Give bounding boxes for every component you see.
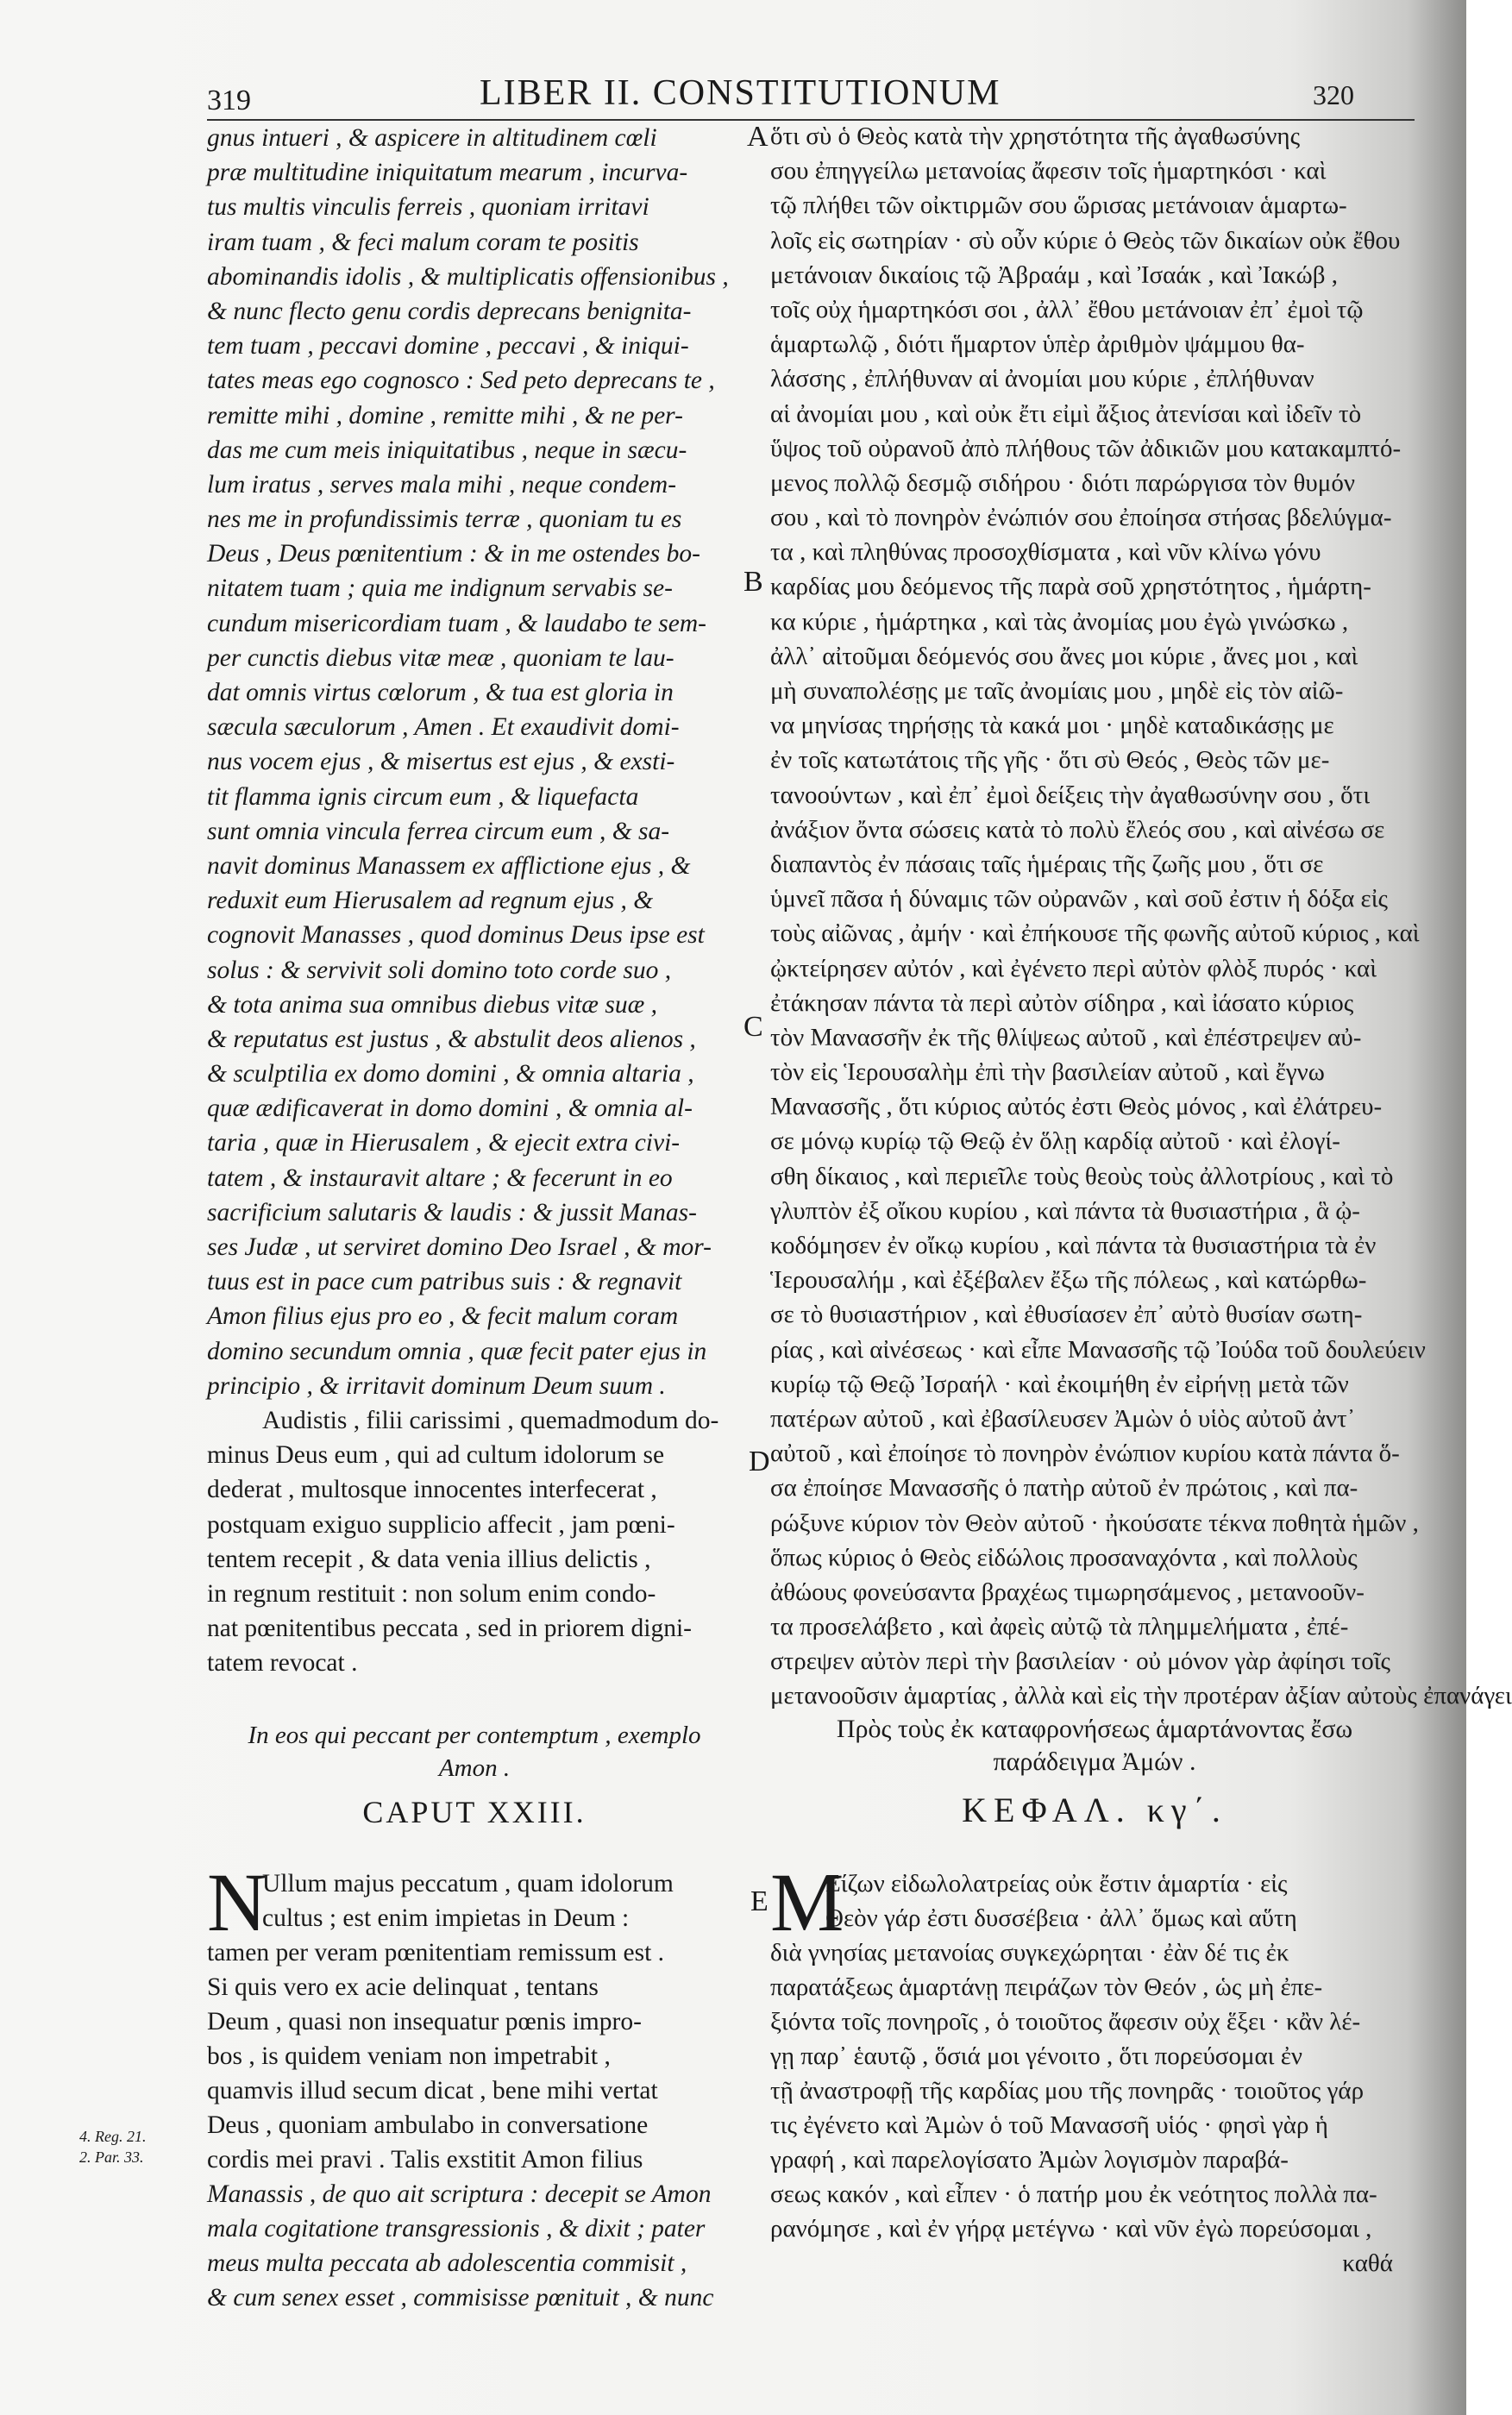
text-line: ὅτι σὺ ὁ Θεὸς κατὰ τὴν χρηστότητα τῆς ἀγαθωσύνης [770,122,1301,150]
greek-column [770,119,1512,1714]
text-line: bos , is quidem veniam non impetrabit , [207,2042,611,2070]
text-line: αἱ ἀνομίαι μου , καὶ οὐκ ἔτι εἰμὶ ἄξιος ἀτενίσαι καὶ ἰδεῖν τὸ [770,399,1362,428]
latin-subtitle-line-2: Amon . [438,1754,511,1782]
latin-column [207,121,742,1680]
text-line: cultus ; est enim impietas in Deum : [262,1904,630,1932]
text-line: ὕψος τοῦ οὐρανοῦ ἀπὸ πλήθους τῶν ἀδικιῶν μου κατακαμπτό- [770,434,1402,462]
marginal-note-line-2: 2. Par. 33. [79,2148,144,2166]
running-title: LIBER II. CONSTITUTIONUM [480,73,1001,113]
text-line: τῇ ἀναστροφῇ τῆς καρδίας μου τῆς πονηρᾶς · τοιοῦτος γάρ [770,2077,1365,2104]
text-line: τὸν εἰς Ἱερουσαλὴμ ἐπὶ τὴν βασιλείαν αὐτοῦ , καὶ ἔγνω [770,1058,1325,1087]
latin-top-text [207,121,742,1403]
text-line: μενος πολλῷ δεσμῷ σιδήρου · διότι παρώργισα τὸν θυμόν [770,468,1355,497]
text-line: ἀθώους φονεύσαντα βραχέως τιμωρησάμενος , μετανοοῦν- [770,1578,1365,1606]
text-line: σθη δίκαιος , καὶ περιεῖλε τοὺς θεοὺς τοὺς ἀλλοτρίους , καὶ τὸ [770,1162,1394,1190]
text-line: ἀλλ᾽ αἰτοῦμαι δεόμενός σου ἄνες μοι κύριε , ἄνες μοι , καὶ [770,642,1358,670]
text-line: navit dominus Manassem ex afflictione ejus , & [207,851,691,880]
text-line: cundum misericordiam tuam , & laudabo te sem- [207,609,707,637]
text-line: ἁμαρτωλῷ , διότι ἥμαρτον ὑπὲρ ἀριθμὸν ψάμμου θα- [770,330,1305,359]
text-line: Manassis , de quo ait scriptura : decepit se Amon [207,2180,712,2208]
latin-chapter-heading: CAPUT XXIII. [362,1795,587,1829]
text-line: tus multis vinculis ferreis , quoniam irritavi [207,193,649,222]
text-line: κοδόμησεν ἐν οἴκῳ κυρίου , καὶ πάντα τὰ θυσιαστήρια τὰ ἐν [770,1232,1377,1259]
text-line: dat omnis virtus cœlorum , & tua est gloria in [207,679,674,706]
text-line: διὰ γνησίας μετανοίας συγκεχώρηται · ἐὰν δέ τις ἐκ [770,1939,1289,1966]
right-page-number: 320 [1313,79,1354,110]
margin-letter-d: D [749,1446,770,1477]
text-line: Deum , quasi non insequatur pœnis impro- [207,2008,642,2036]
text-line: tates meas ego cognosco : Sed peto deprecans te , [207,367,715,395]
text-line: Audistis , filii carissimi , quemadmodum do- [262,1406,719,1434]
text-line: tamen per veram pœnitentiam remissum est . [207,1939,665,1966]
margin-letter-c: C [743,1011,763,1043]
greek-chapter-text [770,1856,1419,2246]
text-line: meus multa peccata ab adolescentia commisit , [207,2249,687,2277]
text-line: & nunc flecto genu cordis deprecans benignita- [207,297,692,325]
running-head [207,67,1415,119]
text-line: γλυπτὸν ἐξ οἴκου κυρίου , καὶ πάντα τὰ θυσιαστήρια , ἃ ᾠ- [770,1196,1360,1225]
text-line: μετάνοιαν δικαίοις τῷ Ἀβραάμ , καὶ Ἰσαάκ , καὶ Ἰακώβ , [770,260,1339,289]
greek-subtitle-line-1: Πρὸς τοὺς ἐκ καταφρονήσεως ἁμαρτάνοντας ἔσω [836,1715,1353,1743]
text-line: ὑμνεῖ πᾶσα ἡ δύναμις τῶν οὐρανῶν , καὶ σοῦ ἐστιν ἡ δόξα εἰς [770,885,1388,913]
text-line: quamvis illud secum dicat , bene mihi vertat [207,2077,658,2104]
latin-subtitle-line-1: In eos qui peccant per contemptum , exemplo [248,1722,701,1749]
greek-top-text [770,119,1512,1714]
text-line: per cunctis diebus vitæ meæ , quoniam te lau- [207,643,674,672]
greek-subtitle-line-2: παράδειγμα Ἀμών . [993,1747,1196,1776]
margin-letter-b: B [743,566,763,598]
latin-drop-capital: N [207,1856,267,1948]
text-line: abominandis idolis , & multiplicatis offensionibus , [207,262,729,291]
text-line: & reputatus est justus , & abstulit deos alienos , [207,1025,696,1053]
text-line: γραφή , καὶ παρελογίσατο Ἀμὼν λογισμὸν παραβά- [770,2146,1289,2174]
text-line: Si quis vero ex acie delinquat , tentans [207,1973,599,2001]
text-line: & sculptilia ex domo domini , & omnia altaria , [207,1060,694,1088]
text-line: στρεψεν αὐτὸν περὶ τὴν βασιλείαν · οὐ μόνον γὰρ ἀφίησι τοῖς [770,1647,1390,1676]
text-line: principio , & irritavit dominum Deum suum . [207,1371,666,1400]
text-line: μὴ συναπολέσῃς με ταῖς ἀνομίαις μου , μηδὲ εἰς τὸν αἰῶ- [770,677,1344,705]
greek-chapter-body [770,1856,1419,2280]
text-line: μετανοοῦσιν ἁμαρτίας , ἀλλὰ καὶ εἰς τὴν προτέραν ἀξίαν αὐτοὺς ἐπανάγει [770,1682,1512,1710]
text-line: sæcula sæculorum , Amen . Et exaudivit domi- [207,713,680,742]
marginal-note-line-1: 4. Reg. 21. [79,2128,147,2145]
text-line: mala cogitatione transgressionis , & dixit ; pater [207,2215,706,2242]
text-line: cognovit Manasses , quod dominus Deus ipse est [207,921,705,950]
text-line: τανοούντων , καὶ ἐπ᾽ ἐμοὶ δείξεις τὴν ἀγαθωσύνην σου , ὅτι [770,781,1371,809]
text-line: κυρίῳ τῷ Θεῷ Ἰσραήλ · καὶ ἐκοιμήθη ἐν εἰρήνῃ μετὰ τῶν [770,1370,1349,1398]
text-line: σου , καὶ τὸ πονηρὸν ἐνώπιόν σου ἐποίησα στήσας βδελύγμα- [770,504,1392,532]
text-line: in regnum restituit : non solum enim condo- [207,1579,656,1608]
text-line: nes me in profundissimis terræ , quoniam tu es [207,505,682,534]
text-line: σα ἐποίησε Μανασσῆς ὁ πατὴρ αὐτοῦ ἐν πρώτοις , καὶ πα- [770,1474,1358,1502]
text-line: domino secundum omnia , quæ fecit pater ejus in [207,1337,707,1365]
text-line: τοῖς οὐχ ἡμαρτηκόσι σοι , ἀλλ᾽ ἔθου μετάνοιαν ἐπ᾽ ἐμοὶ τῷ [770,295,1364,323]
text-line: ἀνάξιον ὄντα σώσεις κατὰ τὸ πολὺ ἔλεός σου , καὶ αἰνέσω σε [770,815,1385,844]
text-line: tem tuam , peccavi domine , peccavi , & iniqui- [207,332,689,361]
text-line: Ἱερουσαλήμ , καὶ ἐξέβαλεν ἔξω τῆς πόλεως , καὶ κατώρθω- [770,1266,1367,1295]
text-line: Amon filius ejus pro eo , & fecit malum coram [207,1302,679,1331]
text-line: sunt omnia vincula ferrea circum eum , & sa- [207,817,670,845]
text-line: solus : & servivit soli domino toto corde suo , [207,956,672,984]
text-line: Θεὸν γάρ ἐστι δυσσέβεια · ἀλλ᾽ ὅμως καὶ αὕτη [825,1904,1297,1932]
text-line: tit flamma ignis circum eum , & liquefacta [207,782,639,811]
text-line: παρατάξεως ἁμαρτάνῃ πειράζων τὸν Θεόν , ὡς μὴ ἐπε- [770,1973,1323,2001]
text-line: τις ἐγένετο καὶ Ἀμὼν ὁ τοῦ Μανασσῆ υἱός · φησὶ γὰρ ἡ [770,2111,1328,2139]
text-line: Deus , quoniam ambulabo in conversatione [207,2111,649,2139]
text-line: καρδίας μου δεόμενος τῆς παρὰ σοῦ χρηστότητος , ἡμάρτη- [770,573,1371,601]
text-line: ρώξυνε κύριον τὸν Θεὸν αὐτοῦ · ἠκούσατε τέκνα ποθητὰ ἡμῶν , [770,1509,1419,1537]
margin-letter-e: E [750,1885,769,1917]
text-line: λάσσης , ἐπλήθυναν αἱ ἀνομίαι μου κύριε , ἐπλήθυναν [770,365,1314,393]
text-line: sacrificium salutaris & laudis : & jussit Manas- [207,1198,697,1226]
text-line: gnus intueri , & aspicere in altitudinem cœli [207,124,657,152]
text-line: & cum senex esset , commisisse pœnituit , & nunc [207,2284,714,2312]
text-line: διαπαντὸς ἐν πάσαις ταῖς ἡμέραις τῆς ζωῆς μου , ὅτι σε [770,850,1324,878]
text-line: iram tuam , & feci malum coram te positis [207,228,639,256]
marginal-reference-note [79,2126,146,2167]
text-line: τα , καὶ πληθύνας προσοχθίσματα , καὶ νῦν κλίνω γόνυ [770,538,1321,567]
text-line: tatem , & instauravit altare ; & fecerunt in eo [207,1164,673,1192]
text-line: σε μόνῳ κυρίῳ τῷ Θεῷ ἐν ὅλῃ καρδίᾳ αὐτοῦ · καὶ ἐλογί- [770,1127,1340,1156]
latin-summary-text [207,1403,742,1681]
text-line: ses Judæ , ut serviret domino Deo Israel , & mor- [207,1233,712,1261]
text-line: να μηνίσας τηρήσῃς τὰ κακά μοι · μηδὲ καταδικάσῃς με [770,712,1334,740]
text-line: αὐτοῦ , καὶ ἐποίησε τὸ πονηρὸν ἐνώπιον κυρίου κατὰ πάντα ὅ- [770,1440,1400,1468]
text-line: ὅπως κύριος ὁ Θεὸς εἰδώλοις προσαναχόντα , καὶ πολλοὺς [770,1543,1358,1571]
text-line: λοῖς εἰς σωτηρίαν · σὺ οὖν κύριε ὁ Θεὸς τῶν δικαίων οὐκ ἔθου [770,226,1401,254]
text-line: ἐν τοῖς κατωτάτοις τῆς γῆς · ὅτι σὺ Θεός , Θεὸς τῶν με- [770,746,1330,775]
text-line: τὸν Μανασσῆν ἐκ τῆς θλίψεως αὐτοῦ , καὶ ἐπέστρεψεν αὐ- [770,1023,1362,1051]
text-line: nus vocem ejus , & misertus est ejus , & exsti- [207,748,675,776]
text-line: Μανασσῆς , ὅτι κύριος αὐτός ἐστι Θεὸς μόνος , καὶ ἐλάτρευ- [770,1093,1383,1121]
text-line: cordis mei pravi . Talis exstitit Amon filius [207,2146,643,2174]
text-line: tentem recepit , & data venia illius delictis , [207,1545,651,1573]
text-line: Deus , Deus pœnitentium : & in me ostendes bo- [207,540,700,568]
text-line: ρίας , καὶ αἰνέσεως · καὶ εἶπε Μανασσῆς τῷ Ἰούδα τοῦ δουλεύειν [770,1335,1426,1364]
greek-section-subtitle [770,1713,1419,1778]
text-line: Ullum majus peccatum , quam idolorum [262,1870,674,1898]
text-line: ξιόντα τοῖς πονηροῖς , ὁ τοιοῦτος ἄφεσιν οὐχ ἕξει · κἂν λέ- [770,2008,1361,2036]
text-line: remitte mihi , domine , remitte mihi , & ne per- [207,401,683,430]
greek-chapter-heading: ΚΕΦΑΛ. κγ΄. [962,1791,1227,1829]
text-line: σε τὸ θυσιαστήριον , καὶ ἐθυσίασεν ἐπ᾽ αὐτὸ θυσίαν σωτη- [770,1301,1363,1329]
text-line: ᾠκτείρησεν αὐτόν , καὶ ἐγένετο περὶ αὐτὸν φλὸξ πυρός · καὶ [770,954,1377,982]
text-line: Είζων εἰδωλολατρείας οὐκ ἔστιν ἁμαρτία · εἰς [825,1870,1288,1898]
text-line: lum iratus , serves mala mihi , neque condem- [207,470,677,499]
text-line: tuus est in pace cum patribus suis : & regnavit [207,1268,682,1296]
text-line: taria , quæ in Hierusalem , & ejecit extra civi- [207,1129,681,1157]
latin-chapter-body [207,1856,742,2315]
left-page-number: 319 [207,85,251,116]
latin-section-subtitle [207,1719,742,1785]
text-line: nitatem tuam ; quia me indignum servabis se- [207,574,673,603]
text-line: præ multitudine iniquitatum mearum , incurva- [207,159,688,187]
text-line: σου ἐπηγγείλω μετανοίας ἄφεσιν τοῖς ἡμαρτηκόσι · καὶ [770,157,1327,185]
text-line: κα κύριε , ἡμάρτηκα , καὶ τὰς ἀνομίας μου ἐγὼ γινώσκω , [770,607,1349,636]
greek-drop-capital: Μ [770,1856,844,1948]
text-line: ἐτάκησαν πάντα τὰ περὶ αὐτὸν σίδηρα , καὶ ἰάσατο κύριος [770,988,1354,1017]
text-line: dederat , multosque innocentes interfecerat , [207,1476,657,1504]
text-line: ρανόμησε , καὶ ἐν γήρᾳ μετέγνω · καὶ νῦν ἐγὼ πορεύσομαι , [770,2215,1372,2242]
text-line: γῃ παρ᾽ ἑαυτῷ , ὅσιά μοι γένοιτο , ὅτι πορεύσομαι ἐν [770,2042,1303,2070]
text-line: τα προσελάβετο , καὶ ἀφεὶς αὐτῷ τὰ πλημμελήματα , ἐπέ- [770,1613,1349,1641]
catchword: καθά [1342,2249,1393,2277]
text-line: postquam exiguo supplicio affecit , jam pœni- [207,1510,675,1539]
text-line: nat pœnitentibus peccata , sed in priorem digni- [207,1615,692,1643]
text-line: reduxit eum Hierusalem ad regnum ejus , & [207,887,654,915]
text-line: das me cum meis iniquitatibus , neque in sæcu- [207,436,687,464]
text-line: minus Deus eum , qui ad cultum idolorum se [207,1441,665,1470]
text-line: πατέρων αὐτοῦ , καὶ ἐβασίλευσεν Ἀμὼν ὁ υἱὸς αὐτοῦ ἀντ᾽ [770,1404,1356,1433]
text-line: τῷ πλήθει τῶν οἰκτιρμῶν σου ὥρισας μετάνοιαν ἁμαρτω- [770,191,1347,220]
text-line: σεως κακόν , καὶ εἶπεν · ὁ πατήρ μου ἐκ νεότητος πολλὰ πα- [770,2180,1377,2208]
text-line: & tota anima sua omnibus diebus vitæ suæ , [207,990,658,1019]
latin-chapter-text [207,1856,742,2315]
margin-letter-a: A [747,121,769,153]
text-line: tatem revocat . [207,1649,358,1678]
text-line: τοὺς αἰῶνας , ἀμήν · καὶ ἐπήκουσε τῆς φωνῆς αὐτοῦ κύριος , καὶ [770,919,1420,948]
text-line: quæ ædificaverat in domo domini , & omnia al- [207,1095,693,1123]
